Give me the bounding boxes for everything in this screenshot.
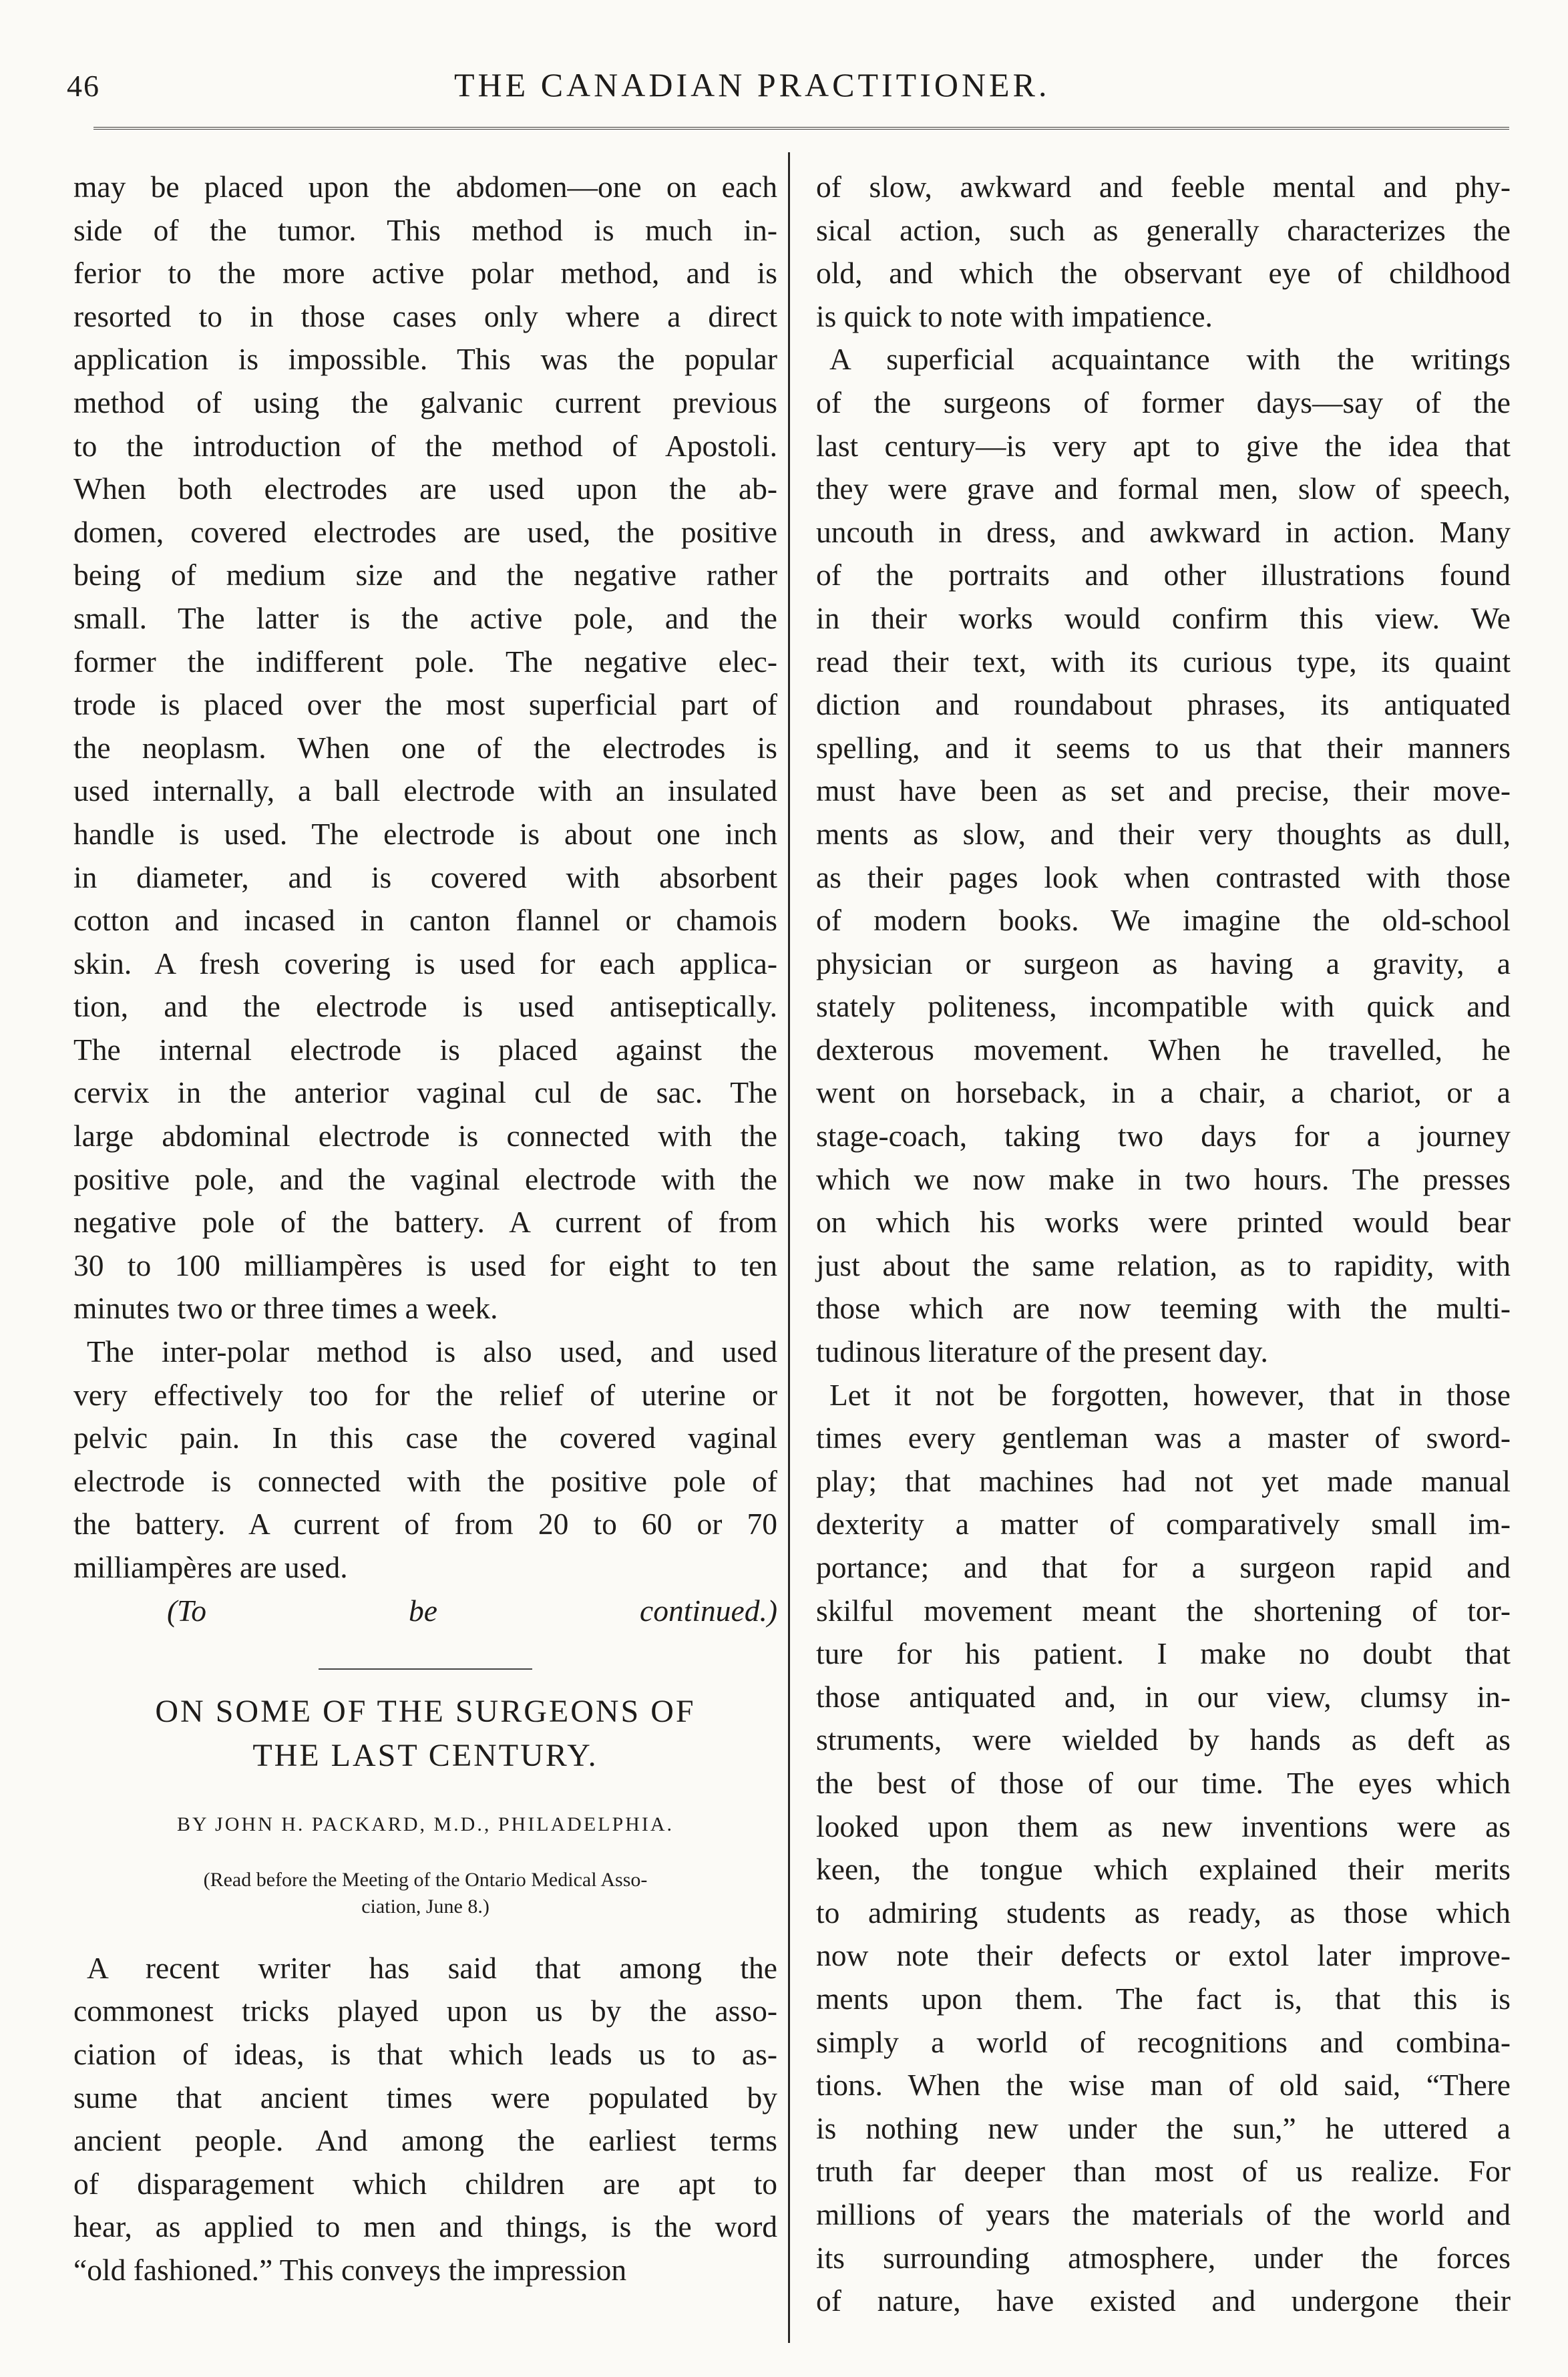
text-line: ancient people. And among the earliest terms bbox=[73, 2123, 777, 2158]
text-line: small. The latter is the active pole, and the bbox=[73, 600, 777, 635]
text-line: skilful movement meant the shortening of tor- bbox=[816, 1593, 1511, 1628]
text-line: simply a world of recognitions and combina- bbox=[816, 2024, 1511, 2059]
text-line: the best of those of our time. The eyes which bbox=[816, 1765, 1511, 1800]
text-line: as their pages look when contrasted with those bbox=[816, 860, 1511, 894]
read-note bbox=[73, 1867, 777, 1920]
text-line: side of the tumor. This method is much in- bbox=[73, 212, 777, 247]
right-paragraph-1 bbox=[816, 166, 1511, 338]
text-line: is nothing new under the sun,” he uttered a bbox=[816, 2111, 1511, 2145]
text-line: truth far deeper than most of us realize. For bbox=[816, 2154, 1511, 2189]
text-line: sical action, such as generally characterizes the bbox=[816, 212, 1511, 247]
text-line: cervix in the anterior vaginal cul de sac. The bbox=[73, 1075, 777, 1110]
text-line: portance; and that for a surgeon rapid and bbox=[816, 1550, 1511, 1584]
text-line: stately politeness, incompatible with quick and bbox=[816, 989, 1511, 1024]
article-title-line-1: ON SOME OF THE SURGEONS OF bbox=[155, 1694, 696, 1730]
text-line: ments upon them. The fact is, that this is bbox=[816, 1981, 1511, 2016]
text-line: now note their defects or extol later improve- bbox=[816, 1938, 1511, 1973]
text-line: just about the same relation, as to rapidity, with bbox=[816, 1248, 1511, 1282]
text-line: those which are now teeming with the multi- bbox=[816, 1291, 1511, 1326]
byline: BY JOHN H. PACKARD, M.D., PHILADELPHIA. bbox=[177, 1813, 674, 1836]
text-line: The inter-polar method is also used, and used bbox=[87, 1334, 777, 1369]
text-line: tudinous literature of the present day. bbox=[816, 1334, 1268, 1369]
text-line: dexterous movement. When he travelled, he bbox=[816, 1032, 1511, 1067]
text-line: The internal electrode is placed against the bbox=[73, 1032, 777, 1067]
text-line: of modern books. We imagine the old-school bbox=[816, 903, 1511, 938]
text-line: old, and which the observant eye of childhood bbox=[816, 256, 1511, 291]
text-line: struments, were wielded by hands as deft as bbox=[816, 1722, 1511, 1757]
text-line: negative pole of the battery. A current of from bbox=[73, 1205, 777, 1240]
text-line: being of medium size and the negative rather bbox=[73, 558, 777, 592]
text-line: large abdominal electrode is connected with the bbox=[73, 1119, 777, 1153]
read-note-line-1: (Read before the Meeting of the Ontario Medical Asso- bbox=[203, 1868, 648, 1891]
text-line: application is impossible. This was the popular bbox=[73, 342, 777, 377]
text-line: pelvic pain. In this case the covered vaginal bbox=[73, 1421, 777, 1455]
text-line: stage-coach, taking two days for a journey bbox=[816, 1119, 1511, 1153]
to-be-continued: (To be continued.) bbox=[167, 1593, 777, 1628]
text-line: the neoplasm. When one of the electrodes is bbox=[73, 730, 777, 765]
text-line: sume that ancient times were populated by bbox=[73, 2080, 777, 2115]
text-line: read their text, with its curious type, its quaint bbox=[816, 644, 1511, 679]
text-line: ferior to the more active polar method, and is bbox=[73, 256, 777, 291]
read-note-line-2: ciation, June 8.) bbox=[361, 1895, 489, 1917]
text-line: milliampères are used. bbox=[73, 1550, 348, 1584]
text-line: the battery. A current of from 20 to 60 or 70 bbox=[73, 1507, 777, 1541]
text-line: its surrounding atmosphere, under the forces bbox=[816, 2240, 1511, 2275]
text-line: A superficial acquaintance with the writings bbox=[829, 342, 1511, 377]
text-line: uncouth in dress, and awkward in action. Many bbox=[816, 514, 1511, 549]
text-line: of disparagement which children are apt to bbox=[73, 2166, 777, 2201]
text-line: they were grave and formal men, slow of speech, bbox=[816, 472, 1511, 506]
text-line: A recent writer has said that among the bbox=[87, 1950, 777, 1985]
page-number: 46 bbox=[67, 69, 100, 103]
text-line: looked upon them as new inventions were as bbox=[816, 1809, 1511, 1843]
text-line: last century—is very apt to give the idea that bbox=[816, 428, 1511, 463]
text-line: ciation of ideas, is that which leads us to as- bbox=[73, 2036, 777, 2071]
text-line: may be placed upon the abdomen—one on each bbox=[73, 170, 777, 204]
text-line: play; that machines had not yet made manual bbox=[816, 1463, 1511, 1498]
article-title-line-2: THE LAST CENTURY. bbox=[252, 1738, 598, 1774]
text-line: former the indifferent pole. The negative elec- bbox=[73, 644, 777, 679]
text-line: electrode is connected with the positive pole of bbox=[73, 1463, 777, 1498]
header-rule bbox=[93, 127, 1509, 130]
text-line: hear, as applied to men and things, is the word bbox=[73, 2209, 777, 2244]
text-line: commonest tricks played upon us by the asso- bbox=[73, 1994, 777, 2028]
running-title: THE CANADIAN PRACTITIONER. bbox=[454, 66, 1050, 104]
left-paragraph-3 bbox=[73, 1947, 777, 2292]
text-line: domen, covered electrodes are used, the positive bbox=[73, 514, 777, 549]
text-line: skin. A fresh covering is used for each applica- bbox=[73, 946, 777, 980]
article-title bbox=[73, 1690, 777, 1778]
text-line: used internally, a ball electrode with an insulated bbox=[73, 773, 777, 808]
text-line: 30 to 100 milliampères is used for eight to ten bbox=[73, 1248, 777, 1282]
text-line: is quick to note with impatience. bbox=[816, 299, 1213, 333]
text-line: cotton and incased in canton flannel or chamois bbox=[73, 903, 777, 938]
text-line: ture for his patient. I make no doubt that bbox=[816, 1636, 1511, 1671]
text-line: “old fashioned.” This conveys the impression bbox=[73, 2252, 627, 2287]
right-paragraph-2 bbox=[816, 338, 1511, 1373]
text-line: When both electrodes are used upon the ab- bbox=[73, 472, 777, 506]
text-line: resorted to in those cases only where a direct bbox=[73, 299, 777, 333]
text-line: on which his works were printed would bear bbox=[816, 1205, 1511, 1240]
text-line: must have been as set and precise, their move- bbox=[816, 773, 1511, 808]
text-line: ments as slow, and their very thoughts as dull, bbox=[816, 816, 1511, 851]
text-line: positive pole, and the vaginal electrode with the bbox=[73, 1161, 777, 1196]
text-line: those antiquated and, in our view, clumsy in- bbox=[816, 1679, 1511, 1714]
section-rule bbox=[319, 1668, 532, 1670]
right-paragraph-3 bbox=[816, 1374, 1511, 2323]
text-line: tions. When the wise man of old said, “There bbox=[816, 2068, 1511, 2102]
left-column bbox=[73, 166, 777, 2292]
text-line: went on horseback, in a chair, a chariot, or a bbox=[816, 1075, 1511, 1110]
text-line: of the surgeons of former days—say of the bbox=[816, 385, 1511, 419]
text-line: tion, and the electrode is used antiseptically. bbox=[73, 989, 777, 1024]
right-column bbox=[816, 166, 1511, 2323]
text-line: Let it not be forgotten, however, that in those bbox=[829, 1377, 1511, 1412]
text-line: handle is used. The electrode is about one inch bbox=[73, 816, 777, 851]
text-line: trode is placed over the most superficial part of bbox=[73, 687, 777, 722]
text-line: physician or surgeon as having a gravity, a bbox=[816, 946, 1511, 980]
text-line: diction and roundabout phrases, its antiquated bbox=[816, 687, 1511, 722]
left-paragraph-1 bbox=[73, 166, 777, 1330]
text-line: millions of years the materials of the world and bbox=[816, 2197, 1511, 2231]
text-line: in their works would confirm this view. We bbox=[816, 600, 1511, 635]
text-line: which we now make in two hours. The presses bbox=[816, 1161, 1511, 1196]
text-line: of nature, have existed and undergone their bbox=[816, 2283, 1511, 2318]
page-header bbox=[0, 0, 1568, 147]
text-line: minutes two or three times a week. bbox=[73, 1291, 498, 1326]
column-divider bbox=[788, 152, 790, 2343]
text-line: to the introduction of the method of Apostoli. bbox=[73, 428, 777, 463]
text-line: spelling, and it seems to us that their manners bbox=[816, 730, 1511, 765]
text-line: to admiring students as ready, as those which bbox=[816, 1895, 1511, 1930]
text-line: keen, the tongue which explained their merits bbox=[816, 1852, 1511, 1887]
text-line: of the portraits and other illustrations found bbox=[816, 558, 1511, 592]
text-line: times every gentleman was a master of sword- bbox=[816, 1421, 1511, 1455]
text-line: method of using the galvanic current previous bbox=[73, 385, 777, 419]
text-line: dexterity a matter of comparatively small im- bbox=[816, 1507, 1511, 1541]
text-line: very effectively too for the relief of uterine or bbox=[73, 1377, 777, 1412]
text-line: of slow, awkward and feeble mental and phy- bbox=[816, 170, 1511, 204]
left-paragraph-2 bbox=[73, 1330, 777, 1590]
text-line: in diameter, and is covered with absorbent bbox=[73, 860, 777, 894]
